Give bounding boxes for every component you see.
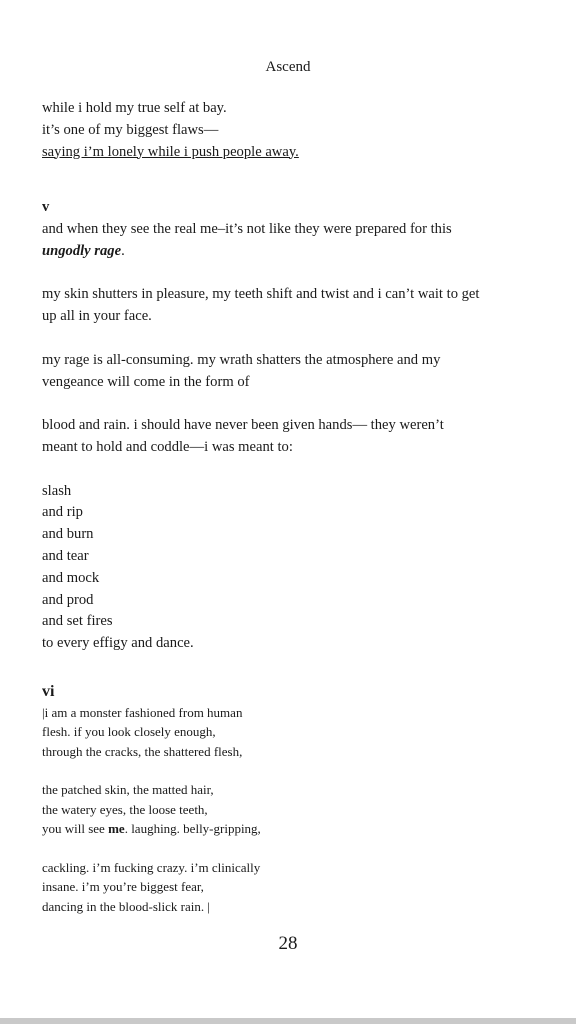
poem-text: . xyxy=(121,242,125,259)
page-number: 28 xyxy=(278,933,298,954)
poem-line: the patched skin, the matted hair, xyxy=(42,782,214,798)
poem-line: my skin shutters in pleasure, my teeth shift and twist and i can’t wait to get xyxy=(42,286,480,303)
poem-line: |i am a monster fashioned from human xyxy=(42,704,243,720)
poem-body xyxy=(42,98,562,916)
poem-line: and when they see the real me–it’s not like they were prepared for this xyxy=(42,220,452,237)
poem-text: you will see xyxy=(42,821,109,837)
stanza-top xyxy=(42,98,562,163)
poem-line xyxy=(42,819,562,838)
poem-line: while i hold my true self at bay. xyxy=(42,100,227,116)
poem-line: through the cracks, the shattered flesh, xyxy=(42,743,243,759)
list-item: slash xyxy=(42,482,72,499)
poem-line xyxy=(42,241,562,263)
list-item: to every effigy and dance. xyxy=(42,635,194,652)
list-item: and burn xyxy=(42,526,94,543)
emphasis-text: ungodly rage xyxy=(42,242,122,259)
section-number: v xyxy=(42,199,50,216)
poem-line-underlined: saying i’m lonely while i push people away. xyxy=(42,143,299,160)
section-vi xyxy=(42,681,562,916)
poem-line: the watery eyes, the loose teeth, xyxy=(42,801,208,817)
bottom-edge-bar xyxy=(0,1018,576,1024)
list-item: and prod xyxy=(42,591,94,608)
poem-line: meant to hold and coddle—i was meant to: xyxy=(42,438,293,455)
poem-line: up all in your face. xyxy=(42,308,152,325)
poem-line: my rage is all-consuming. my wrath shatters the atmosphere and my xyxy=(42,351,441,368)
bold-text: me xyxy=(108,821,125,837)
verb-list xyxy=(42,481,562,655)
list-item: and mock xyxy=(42,569,100,586)
poem-line: dancing in the blood-slick rain. | xyxy=(42,898,210,914)
poem-line: blood and rain. i should have never been given hands— they weren’t xyxy=(42,417,444,434)
poem-line: insane. i’m you’re biggest fear, xyxy=(42,879,204,895)
poem-line: it’s one of my biggest flaws— xyxy=(42,121,219,138)
section-v xyxy=(42,197,562,655)
running-head-title: Ascend xyxy=(265,59,311,75)
section-number: vi xyxy=(42,682,55,700)
poem-line: cackling. i’m fucking crazy. i’m clinically xyxy=(42,859,261,875)
poem-text: . laughing. belly-gripping, xyxy=(124,821,261,837)
poem-line: vengeance will come in the form of xyxy=(42,373,250,390)
list-item: and tear xyxy=(42,547,89,564)
list-item: and rip xyxy=(42,504,83,521)
poem-line: flesh. if you look closely enough, xyxy=(42,724,216,740)
list-item: and set fires xyxy=(42,613,113,630)
